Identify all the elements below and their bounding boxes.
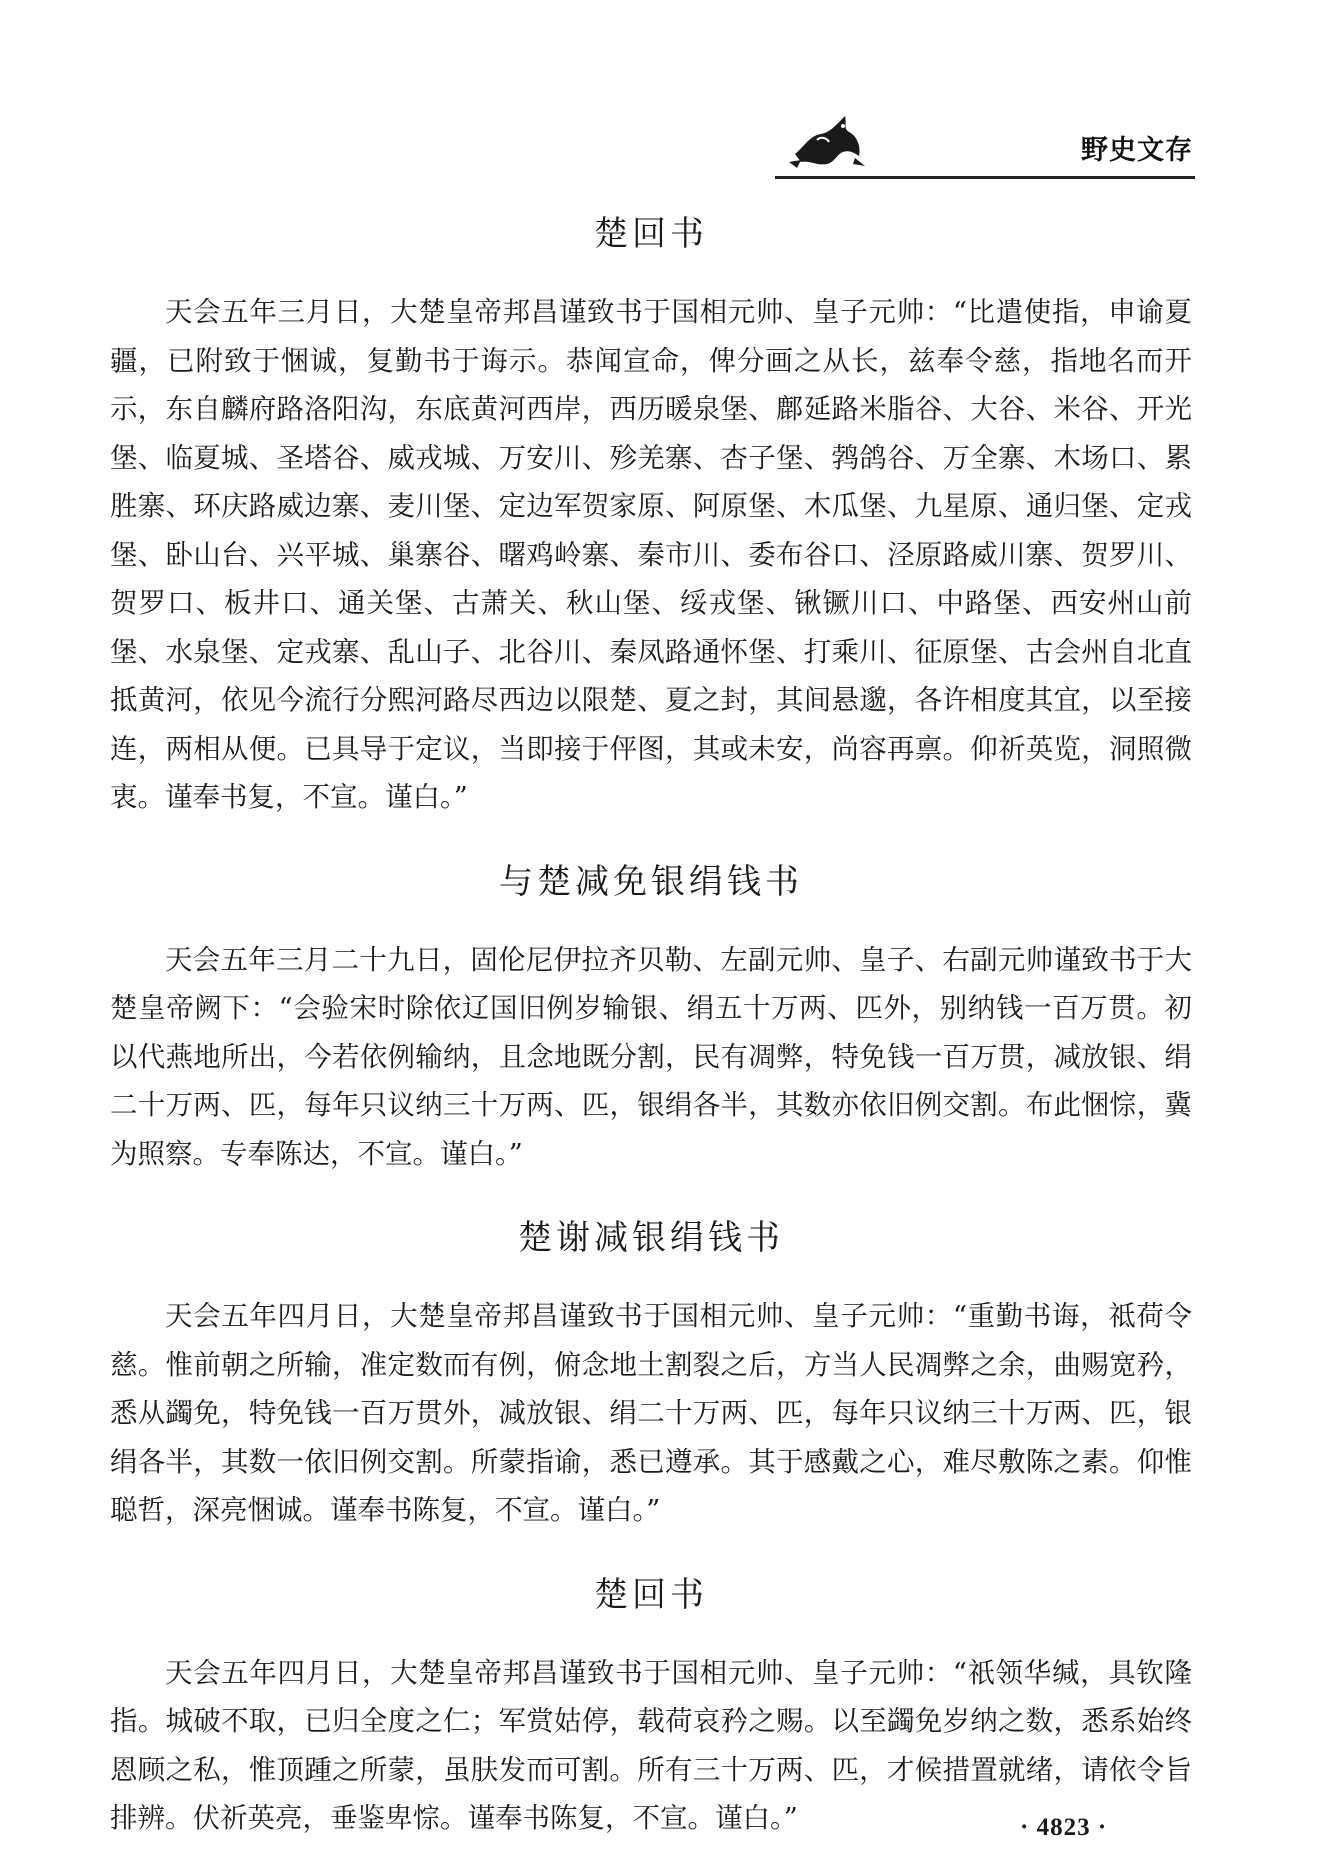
page-content: [110, 210, 1192, 1843]
section-body: 天会五年三月日，大楚皇帝邦昌谨致书于国相元帅、皇子元帅：“比遣使指，申谕夏疆，已附致于悃诚，复勤书于诲示。恭闻宣命，俾分画之从长，兹奉令慈，指地名而开示，东自麟府路洛阳沟，东底黄河西岸，西历暖泉堡、鄜延路米脂谷、大谷、米谷、开光堡、临夏城、圣塔谷、威戎城、万安川、殄羌寨、杏子堡、鹁鸽谷、万全寨、木场口、累胜寨、环庆路威边寨、麦川堡、定边军贺家原、阿原堡、木瓜堡、九星原、通归堡、定戎堡、卧山台、兴平城、巢寨谷、曙鸡岭寨、秦市川、委布谷口、泾原路威川寨、贺罗川、贺罗口、板井口、通关堡、古萧关、秋山堡、绥戎堡、锹镢川口、中路堡、西安州山前堡、水泉堡、定戎寨、乱山子、北谷川、秦凤路通怀堡、打乘川、征原堡、古会州自北直抵黄河，依见今流行分熙河路尽西边以限楚、夏之封，其间悬邈，各许相度其宜，以至接连，两相从便。已具导于定议，当即接于伻图，其或未安，尚容再禀。仰祈英览，洞照微衷。谨奉书复，不宣。谨白。”: [110, 296, 1192, 813]
section-chu-reply-2: [110, 1571, 1192, 1843]
section-chu-thanks-letter: [110, 1214, 1192, 1535]
section-title: 楚回书: [594, 214, 708, 254]
page-number: · 4823 ·: [1020, 1814, 1108, 1841]
section-chu-reply-1: [110, 210, 1192, 822]
section-body: 天会五年三月二十九日，固伦尼伊拉齐贝勒、左副元帅、皇子、右副元帅谨致书于大楚皇帝阙下：“会验宋时除依辽国旧例岁输银、绢五十万两、匹外，别纳钱一百万贯。初以代燕地所出，今若依例输纳，且念地既分割，民有凋弊，特免钱一百万贯，减放银、绢二十万两、匹，每年只议纳三十万两、匹，银绢各半，其数亦依旧例交割。布此悃悰，冀为照察。专奉陈达，不宣。谨白。”: [110, 943, 1192, 1170]
section-reduce-silk-letter: [110, 858, 1192, 1179]
header-title: 野史文存: [1081, 135, 1193, 166]
section-body: 天会五年四月日，大楚皇帝邦昌谨致书于国相元帅、皇子元帅：“祇领华缄，具钦隆指。城破不取，已归全度之仁；军赏姑停，载荷哀矜之赐。以至蠲免岁纳之数，悉系始终恩顾之私，惟顶踵之所蒙，虽肤发而可割。所有三十万两、匹，才候措置就绪，请依令旨排辨。伏祈英亮，垂鉴卑悰。谨奉书陈复，不宣。谨白。”: [110, 1656, 1192, 1834]
section-body: 天会五年四月日，大楚皇帝邦昌谨致书于国相元帅、皇子元帅：“重勤书诲，祗荷令慈。惟前朝之所输，准定数而有例，俯念地土割裂之后，方当人民凋弊之余，曲赐宽矜，悉从蠲免，特免钱一百万贯外，减放银、绢二十万两、匹，每年只议纳三十万两、匹，银绢各半，其数一依旧例交割。所蒙指谕，悉已遵承。其于感戴之心，难尽敷陈之素。仰惟聪哲，深亮悃诚。谨奉书陈复，不宣。谨白。”: [110, 1300, 1192, 1526]
dragon-emblem-icon: [787, 106, 867, 172]
section-title: 楚谢减银绢钱书: [518, 1218, 784, 1258]
section-title: 楚回书: [594, 1574, 708, 1615]
running-header: [775, 98, 1195, 179]
section-title: 与楚减免银绢钱书: [499, 861, 803, 902]
